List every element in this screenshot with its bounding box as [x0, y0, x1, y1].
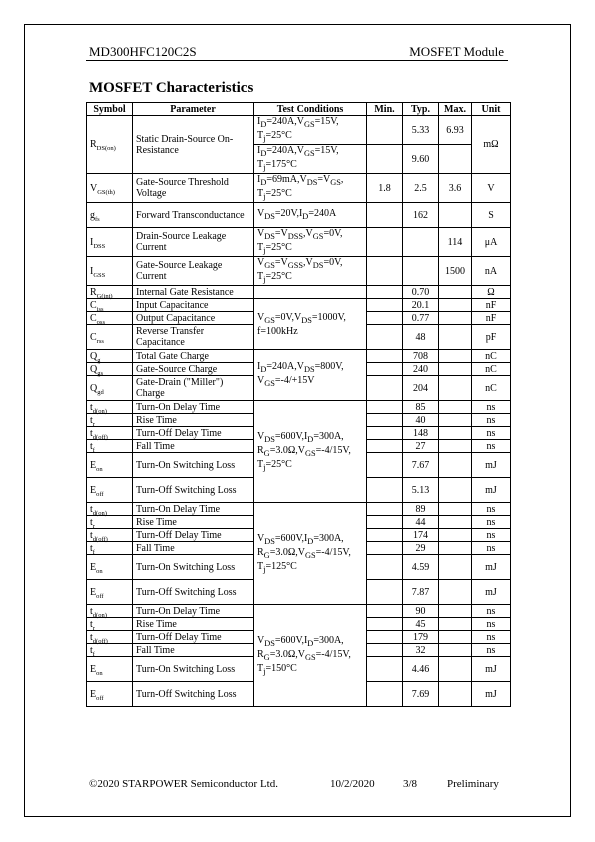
test-conditions-cell: $V_{DS}=20V,I_D=240A$	[254, 203, 367, 228]
max-cell: 114	[439, 228, 472, 257]
unit-cell: ns	[472, 631, 511, 644]
min-cell	[367, 644, 403, 657]
symbol-cell: $t_f$	[87, 440, 133, 453]
parameter-cell: Forward Transconductance	[133, 203, 254, 228]
unit-cell: ns	[472, 516, 511, 529]
min-cell	[367, 555, 403, 580]
parameter-cell: Rise Time	[133, 618, 254, 631]
unit-cell: pF	[472, 325, 511, 350]
max-cell	[439, 516, 472, 529]
unit-cell: mJ	[472, 580, 511, 605]
typ-cell: 148	[403, 427, 439, 440]
symbol-cell: $t_r$	[87, 414, 133, 427]
unit-cell: mJ	[472, 453, 511, 478]
symbol-cell: $t_{d(on)}$	[87, 605, 133, 618]
typ-cell: 204	[403, 376, 439, 401]
max-cell	[439, 529, 472, 542]
col-min: Min.	[367, 103, 403, 116]
typ-cell: 0.70	[403, 286, 439, 299]
max-cell	[439, 503, 472, 516]
typ-cell: 240	[403, 363, 439, 376]
typ-cell	[403, 228, 439, 257]
max-cell: 1500	[439, 257, 472, 286]
typ-cell: 5.33	[403, 116, 439, 145]
min-cell	[367, 618, 403, 631]
symbol-cell: $E_{on}$	[87, 555, 133, 580]
max-cell	[439, 631, 472, 644]
symbol-cell: $g_{fs}$	[87, 203, 133, 228]
symbol-cell: $t_{d(on)}$	[87, 401, 133, 414]
symbol-cell: $C_{iss}$	[87, 299, 133, 312]
unit-cell: ns	[472, 440, 511, 453]
min-cell: 1.8	[367, 174, 403, 203]
parameter-cell: Turn-On Switching Loss	[133, 453, 254, 478]
typ-cell: 7.87	[403, 580, 439, 605]
min-cell	[367, 228, 403, 257]
unit-cell: V	[472, 174, 511, 203]
unit-cell: mJ	[472, 555, 511, 580]
symbol-cell: $t_{d(on)}$	[87, 503, 133, 516]
parameter-cell: Output Capacitance	[133, 312, 254, 325]
min-cell	[367, 427, 403, 440]
max-cell	[439, 453, 472, 478]
parameter-cell: Turn-Off Switching Loss	[133, 580, 254, 605]
symbol-cell: $R_{DS(on)}$	[87, 116, 133, 174]
symbol-cell: $R_{G(int)}$	[87, 286, 133, 299]
min-cell	[367, 503, 403, 516]
symbol-cell: $t_{d(off)}$	[87, 631, 133, 644]
unit-cell: ns	[472, 401, 511, 414]
table-row	[87, 299, 511, 312]
section-title: MOSFET Characteristics	[89, 80, 254, 96]
min-cell	[367, 376, 403, 401]
unit-cell: S	[472, 203, 511, 228]
typ-cell: 0.77	[403, 312, 439, 325]
symbol-cell: $E_{off}$	[87, 580, 133, 605]
max-cell	[439, 427, 472, 440]
min-cell	[367, 414, 403, 427]
typ-cell: 45	[403, 618, 439, 631]
parameter-cell: Internal Gate Resistance	[133, 286, 254, 299]
unit-cell: nA	[472, 257, 511, 286]
table-row	[87, 257, 511, 286]
parameter-cell: Gate-Source Threshold Voltage	[133, 174, 254, 203]
typ-cell: 90	[403, 605, 439, 618]
table-row	[87, 350, 511, 363]
test-conditions-cell: $V_{DS}=V_{DSS},V_{GS}=0V$, $T_j=25^\circ C$	[254, 228, 367, 257]
max-cell	[439, 145, 472, 174]
header-rule	[86, 60, 508, 61]
min-cell	[367, 682, 403, 707]
footer-copyright: ©2020 STARPOWER Semiconductor Ltd.	[89, 778, 278, 790]
max-cell	[439, 657, 472, 682]
parameter-cell: Turn-On Switching Loss	[133, 657, 254, 682]
max-cell: 6.93	[439, 116, 472, 145]
typ-cell: 4.46	[403, 657, 439, 682]
unit-cell: ns	[472, 542, 511, 555]
typ-cell: 174	[403, 529, 439, 542]
symbol-cell: $V_{GS(th)}$	[87, 174, 133, 203]
table-row	[87, 503, 511, 516]
unit-cell: mJ	[472, 682, 511, 707]
parameter-cell: Turn-On Delay Time	[133, 401, 254, 414]
typ-cell: 20.1	[403, 299, 439, 312]
max-cell	[439, 682, 472, 707]
table-row	[87, 116, 511, 145]
min-cell	[367, 116, 403, 145]
max-cell	[439, 414, 472, 427]
test-conditions-cell: $I_D=240A,V_{GS}=15V$, $T_j=25^\circ C$	[254, 116, 367, 145]
symbol-cell: $E_{on}$	[87, 657, 133, 682]
col-max: Max.	[439, 103, 472, 116]
test-conditions-cell: $V_{GS}=0V,V_{DS}=1000V$, f=100kHz	[254, 299, 367, 350]
min-cell	[367, 145, 403, 174]
max-cell	[439, 580, 472, 605]
footer-status: Preliminary	[447, 778, 499, 790]
typ-cell: 32	[403, 644, 439, 657]
unit-cell: μA	[472, 228, 511, 257]
symbol-cell: $E_{on}$	[87, 453, 133, 478]
min-cell	[367, 325, 403, 350]
parameter-cell: Turn-Off Delay Time	[133, 427, 254, 440]
table-header-row	[87, 103, 511, 116]
parameter-cell: Reverse Transfer Capacitance	[133, 325, 254, 350]
part-number: MD300HFC120C2S	[89, 44, 197, 59]
test-conditions-cell: $I_D=240A,V_{DS}=800V$, $V_{GS}=-4/+15V$	[254, 350, 367, 401]
symbol-cell: $I_{DSS}$	[87, 228, 133, 257]
unit-cell: nF	[472, 312, 511, 325]
min-cell	[367, 312, 403, 325]
typ-cell: 708	[403, 350, 439, 363]
typ-cell: 44	[403, 516, 439, 529]
typ-cell: 2.5	[403, 174, 439, 203]
typ-cell: 29	[403, 542, 439, 555]
test-conditions-cell: $V_{GS}=V_{GSS},V_{DS}=0V$, $T_j=25^\circ C$	[254, 257, 367, 286]
table-row	[87, 174, 511, 203]
symbol-cell: $C_{rss}$	[87, 325, 133, 350]
symbol-cell: $t_f$	[87, 644, 133, 657]
parameter-cell: Input Capacitance	[133, 299, 254, 312]
test-conditions-cell	[254, 286, 367, 299]
symbol-cell: $I_{GSS}$	[87, 257, 133, 286]
max-cell	[439, 618, 472, 631]
col-parameter: Parameter	[133, 103, 254, 116]
max-cell: 3.6	[439, 174, 472, 203]
parameter-cell: Fall Time	[133, 644, 254, 657]
unit-cell: nC	[472, 363, 511, 376]
parameter-cell: Gate-Source Charge	[133, 363, 254, 376]
min-cell	[367, 580, 403, 605]
typ-cell: 9.60	[403, 145, 439, 174]
typ-cell	[403, 257, 439, 286]
parameter-cell: Total Gate Charge	[133, 350, 254, 363]
typ-cell: 7.67	[403, 453, 439, 478]
max-cell	[439, 376, 472, 401]
min-cell	[367, 529, 403, 542]
symbol-cell: $t_f$	[87, 542, 133, 555]
typ-cell: 27	[403, 440, 439, 453]
parameter-cell: Static Drain-Source On-Resistance	[133, 116, 254, 174]
typ-cell: 4.59	[403, 555, 439, 580]
min-cell	[367, 516, 403, 529]
max-cell	[439, 605, 472, 618]
parameter-cell: Turn-Off Delay Time	[133, 631, 254, 644]
unit-cell: mΩ	[472, 116, 511, 174]
max-cell	[439, 203, 472, 228]
typ-cell: 5.13	[403, 478, 439, 503]
symbol-cell: $E_{off}$	[87, 478, 133, 503]
parameter-cell: Rise Time	[133, 516, 254, 529]
max-cell	[439, 555, 472, 580]
test-conditions-cell: $V_{DS}=600V,I_D=300A$, $R_G=3.0\Omega,V_{GS}=-4/15V$, $T_j=150^\circ C$	[254, 605, 367, 707]
unit-cell: nC	[472, 376, 511, 401]
max-cell	[439, 478, 472, 503]
min-cell	[367, 631, 403, 644]
max-cell	[439, 363, 472, 376]
min-cell	[367, 478, 403, 503]
typ-cell: 162	[403, 203, 439, 228]
test-conditions-cell: $V_{DS}=600V,I_D=300A$, $R_G=3.0\Omega,V_{GS}=-4/15V$, $T_j=25^\circ C$	[254, 401, 367, 503]
max-cell	[439, 401, 472, 414]
parameter-cell: Fall Time	[133, 542, 254, 555]
parameter-cell: Gate-Drain ("Miller") Charge	[133, 376, 254, 401]
unit-cell: mJ	[472, 478, 511, 503]
symbol-cell: $Q_{gd}$	[87, 376, 133, 401]
symbol-cell: $Q_{gs}$	[87, 363, 133, 376]
col-symbol: Symbol	[87, 103, 133, 116]
typ-cell: 85	[403, 401, 439, 414]
max-cell	[439, 644, 472, 657]
unit-cell: ns	[472, 618, 511, 631]
symbol-cell: $Q_g$	[87, 350, 133, 363]
col-typ: Typ.	[403, 103, 439, 116]
unit-cell: ns	[472, 503, 511, 516]
parameter-cell: Turn-Off Switching Loss	[133, 478, 254, 503]
min-cell	[367, 350, 403, 363]
symbol-cell: $E_{off}$	[87, 682, 133, 707]
min-cell	[367, 363, 403, 376]
max-cell	[439, 325, 472, 350]
parameter-cell: Turn-On Delay Time	[133, 605, 254, 618]
parameter-cell: Drain-Source Leakage Current	[133, 228, 254, 257]
min-cell	[367, 605, 403, 618]
parameter-cell: Turn-Off Switching Loss	[133, 682, 254, 707]
symbol-cell: $t_{d(off)}$	[87, 529, 133, 542]
min-cell	[367, 203, 403, 228]
max-cell	[439, 299, 472, 312]
unit-cell: ns	[472, 605, 511, 618]
unit-cell: mJ	[472, 657, 511, 682]
parameter-cell: Turn-On Delay Time	[133, 503, 254, 516]
unit-cell: ns	[472, 414, 511, 427]
unit-cell: nF	[472, 299, 511, 312]
max-cell	[439, 440, 472, 453]
min-cell	[367, 657, 403, 682]
table-row	[87, 605, 511, 618]
min-cell	[367, 440, 403, 453]
col-test-conditions: Test Conditions	[254, 103, 367, 116]
parameter-cell: Gate-Source Leakage Current	[133, 257, 254, 286]
footer-date: 10/2/2020	[330, 778, 375, 790]
max-cell	[439, 286, 472, 299]
table-row	[87, 203, 511, 228]
test-conditions-cell: $I_D=240A,V_{GS}=15V$, $T_j=175^\circ C$	[254, 145, 367, 174]
parameter-cell: Rise Time	[133, 414, 254, 427]
min-cell	[367, 286, 403, 299]
min-cell	[367, 542, 403, 555]
characteristics-table	[86, 102, 511, 707]
table-row	[87, 401, 511, 414]
typ-cell: 48	[403, 325, 439, 350]
parameter-cell: Fall Time	[133, 440, 254, 453]
unit-cell: Ω	[472, 286, 511, 299]
typ-cell: 179	[403, 631, 439, 644]
unit-cell: ns	[472, 644, 511, 657]
min-cell	[367, 401, 403, 414]
symbol-cell: $t_{d(off)}$	[87, 427, 133, 440]
max-cell	[439, 312, 472, 325]
typ-cell: 89	[403, 503, 439, 516]
max-cell	[439, 350, 472, 363]
typ-cell: 7.69	[403, 682, 439, 707]
parameter-cell: Turn-Off Delay Time	[133, 529, 254, 542]
test-conditions-cell: $I_D=69mA,V_{DS}=V_{GS}$, $T_j=25^\circ C$	[254, 174, 367, 203]
parameter-cell: Turn-On Switching Loss	[133, 555, 254, 580]
unit-cell: ns	[472, 529, 511, 542]
min-cell	[367, 299, 403, 312]
doc-type: MOSFET Module	[409, 44, 504, 59]
max-cell	[439, 542, 472, 555]
min-cell	[367, 453, 403, 478]
test-conditions-cell: $V_{DS}=600V,I_D=300A$, $R_G=3.0\Omega,V_{GS}=-4/15V$, $T_j=125^\circ C$	[254, 503, 367, 605]
symbol-cell: $C_{oss}$	[87, 312, 133, 325]
unit-cell: ns	[472, 427, 511, 440]
footer-page: 3/8	[403, 778, 418, 790]
symbol-cell: $t_r$	[87, 618, 133, 631]
symbol-cell: $t_r$	[87, 516, 133, 529]
table-row	[87, 286, 511, 299]
unit-cell: nC	[472, 350, 511, 363]
typ-cell: 40	[403, 414, 439, 427]
col-unit: Unit	[472, 103, 511, 116]
table-row	[87, 228, 511, 257]
min-cell	[367, 257, 403, 286]
